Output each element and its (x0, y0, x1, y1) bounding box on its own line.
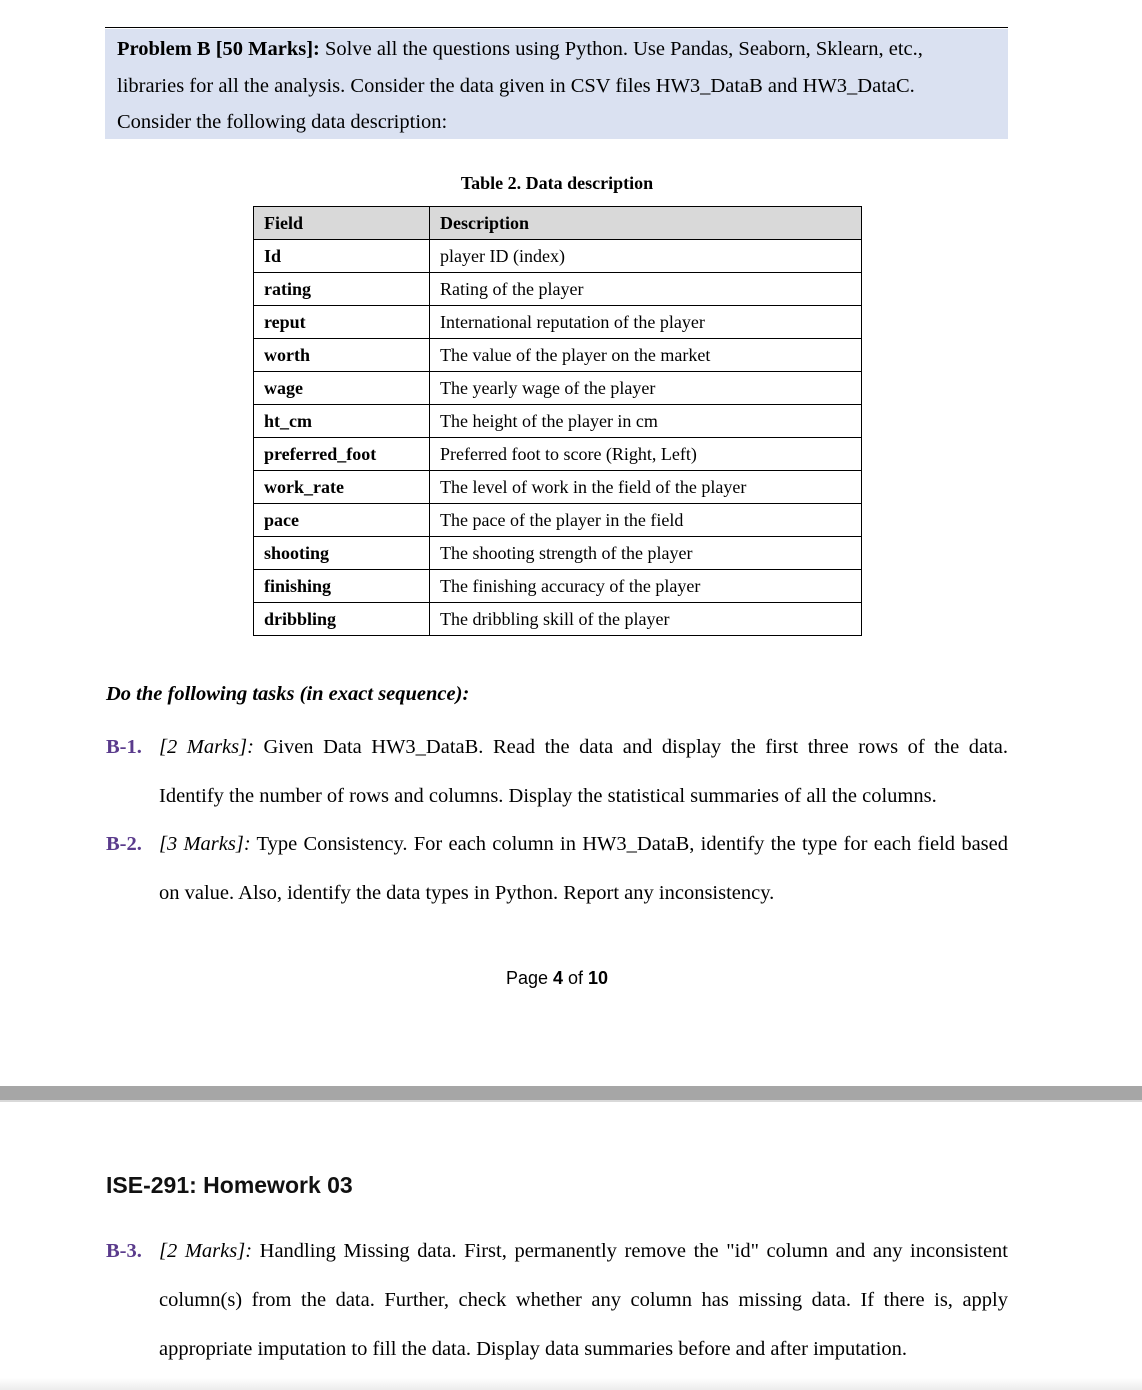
task-number: B-3. (106, 1240, 142, 1262)
description-cell: The shooting strength of the player (430, 537, 862, 570)
description-cell: The dribbling skill of the player (430, 603, 862, 636)
description-cell: Preferred foot to score (Right, Left) (430, 438, 862, 471)
task-line: appropriate imputation to fill the data. Display data summaries before and after imputation. (159, 1338, 908, 1360)
field-cell: wage (254, 372, 430, 405)
table-row (254, 240, 862, 273)
table-row (254, 504, 862, 537)
description-cell: The finishing accuracy of the player (430, 570, 862, 603)
table-caption: Table 2. Data description (460, 173, 654, 193)
problem-line-2: libraries for all the analysis. Consider the data given in CSV files HW3_DataB and HW3_DataC. (117, 74, 915, 97)
description-cell: The level of work in the field of the player (430, 471, 862, 504)
task-marks: [2 Marks]: (159, 736, 254, 758)
field-cell: pace (254, 504, 430, 537)
current-page-number: 4 (552, 968, 563, 988)
field-cell: work_rate (254, 471, 430, 504)
description-cell: The yearly wage of the player (430, 372, 862, 405)
table-row (254, 537, 862, 570)
page-separator (0, 1086, 1142, 1102)
task-marks: [2 Marks]: (159, 1240, 253, 1262)
task-number: B-2. (106, 833, 142, 855)
field-cell: preferred_foot (254, 438, 430, 471)
field-cell: rating (254, 273, 430, 306)
bottom-edge (0, 1378, 1142, 1390)
problem-label: Problem B [50 Marks]: (117, 38, 320, 60)
field-cell: finishing (254, 570, 430, 603)
field-cell: worth (254, 339, 430, 372)
task-marks: [3 Marks]: (159, 833, 251, 855)
description-cell: Rating of the player (430, 273, 862, 306)
page-header: ISE-291: Homework 03 (106, 1172, 353, 1198)
task-line: Identify the number of rows and columns. Display the statistical summaries of all the columns. (159, 785, 937, 807)
description-cell: The height of the player in cm (430, 405, 862, 438)
task-number: B-1. (106, 736, 142, 758)
task-line: [2 Marks]: Given Data HW3_DataB. Read the data and display the first three rows of the data. (159, 736, 1008, 758)
tasks-heading: Do the following tasks (in exact sequence): (106, 683, 470, 705)
problem-line-3: Consider the following data description: (117, 111, 448, 133)
table-row (254, 603, 862, 636)
field-cell: ht_cm (254, 405, 430, 438)
header-field: Field (254, 207, 430, 240)
problem-line-1: Problem B [50 Marks]: Solve all the questions using Python. Use Pandas, Seaborn, Sklearn, etc., (117, 38, 923, 60)
description-cell: player ID (index) (430, 240, 862, 273)
task-line: [3 Marks]: Type Consistency. For each column in HW3_DataB, identify the type for each field based (159, 833, 1008, 855)
problem-statement (105, 29, 1008, 139)
table-row (254, 273, 862, 306)
field-cell: reput (254, 306, 430, 339)
field-cell: dribbling (254, 603, 430, 636)
table-row (254, 405, 862, 438)
description-cell: International reputation of the player (430, 306, 862, 339)
description-cell: The value of the player on the market (430, 339, 862, 372)
task-line: [2 Marks]: Handling Missing data. First, permanently remove the "id" column and any inconsistent (159, 1240, 1008, 1262)
field-cell: Id (254, 240, 430, 273)
page-top-rule (105, 27, 1008, 28)
table-row (254, 471, 862, 504)
table-row (254, 570, 862, 603)
table-row (254, 339, 862, 372)
total-pages: 10 (588, 968, 609, 988)
task-line: column(s) from the data. Further, check whether any column has missing data. If there is, apply (159, 1289, 1008, 1311)
table-row (254, 306, 862, 339)
task-line: on value. Also, identify the data types in Python. Report any inconsistency. (159, 882, 775, 904)
table-header-row (254, 207, 862, 240)
table-row (254, 438, 862, 471)
data-description-table (253, 206, 862, 636)
field-cell: shooting (254, 537, 430, 570)
page-footer: Page 4 of 10 (505, 968, 609, 988)
description-cell: The pace of the player in the field (430, 504, 862, 537)
table-row (254, 372, 862, 405)
header-description: Description (430, 207, 862, 240)
